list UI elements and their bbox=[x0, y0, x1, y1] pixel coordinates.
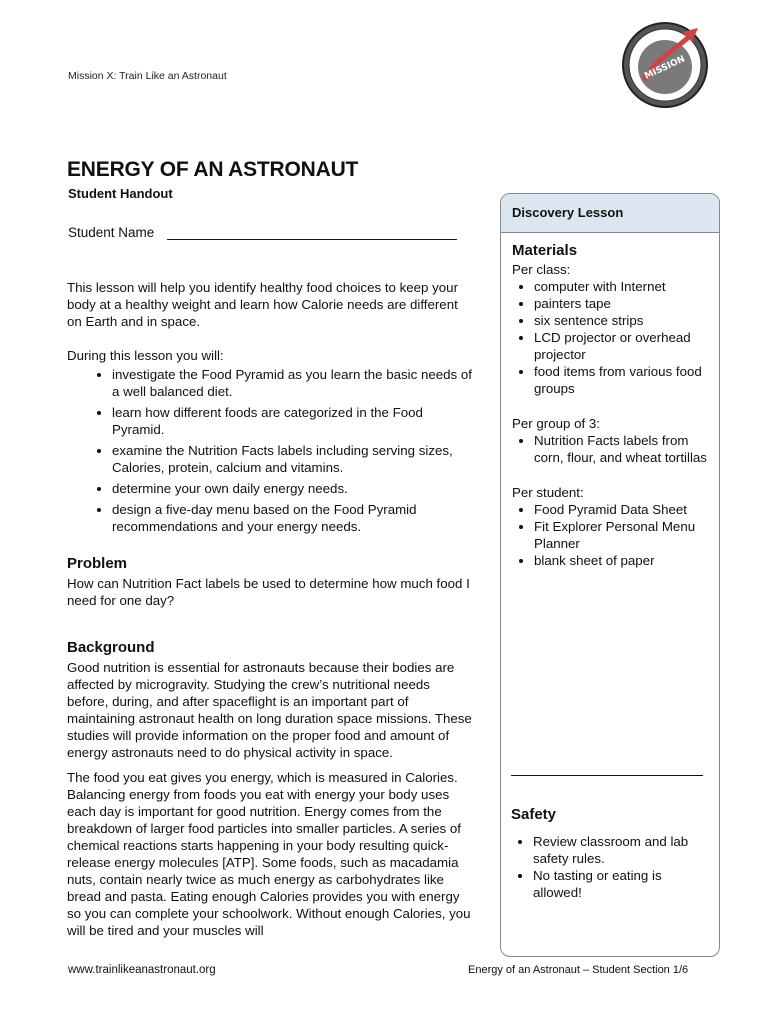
list-item: • examine the Nutrition Facts labels including serving sizes, Calories, protein, calcium and vitamins. bbox=[112, 442, 472, 476]
list-item: • Review classroom and lab safety rules. bbox=[533, 833, 711, 867]
list-item: • blank sheet of paper bbox=[534, 552, 712, 569]
footer-url[interactable]: www.trainlikeanastronaut.org bbox=[68, 964, 216, 976]
during-lead: During this lesson you will: bbox=[67, 348, 224, 363]
header-program: Mission X: Train Like an Astronaut bbox=[68, 70, 227, 82]
intro-text: This lesson will help you identify healthy food choices to keep your body at a healthy weight and learn how Calorie needs are different on Earth and in space. bbox=[67, 280, 458, 329]
per-class-label: Per class: bbox=[512, 262, 571, 277]
list-item: • investigate the Food Pyramid as you learn the basic needs of a well balanced diet. bbox=[112, 366, 472, 400]
per-group-list bbox=[512, 432, 712, 466]
objectives-list bbox=[67, 366, 472, 535]
problem-heading: Problem bbox=[67, 555, 128, 572]
background-section bbox=[67, 639, 472, 939]
list-item: • learn how different foods are categorized in the Food Pyramid. bbox=[112, 404, 472, 438]
materials-section bbox=[512, 242, 712, 569]
list-item: • Food Pyramid Data Sheet bbox=[534, 501, 712, 518]
list-item: • No tasting or eating is allowed! bbox=[533, 867, 711, 901]
list-item: • Fit Explorer Personal Menu Planner bbox=[534, 518, 712, 552]
per-class-list bbox=[512, 278, 712, 397]
panel-divider bbox=[511, 775, 703, 776]
panel-header: Discovery Lesson bbox=[501, 194, 719, 233]
intro-section bbox=[67, 279, 472, 539]
list-item: • design a five-day menu based on the Food Pyramid recommendations and your energy needs. bbox=[112, 501, 472, 535]
safety-section bbox=[511, 806, 711, 901]
background-heading: Background bbox=[67, 639, 155, 656]
safety-list bbox=[511, 833, 711, 901]
list-item: • LCD projector or overhead projector bbox=[534, 329, 712, 363]
per-student-list bbox=[512, 501, 712, 569]
student-name-line[interactable] bbox=[167, 239, 457, 240]
list-item: • computer with Internet bbox=[534, 278, 712, 295]
svg-text:MISSION: MISSION bbox=[643, 54, 687, 82]
list-item: • Nutrition Facts labels from corn, flour, and wheat tortillas bbox=[534, 432, 712, 466]
background-paragraph-2: The food you eat gives you energy, which is measured in Calories. Balancing energy from foods you eat with energy your body uses each day is important for good nutrition. Energy comes from the breakdown of larger food particles into smaller particles. A series of chemical reactions starts happening in your body resulting quick-release energy molecules [ATP]. Some foods, such as macadamia nuts, contain nearly twice as much energy as carbohydrates like bread and pasta. Eating enough Calories provides you with energy so you can complete your schoolwork. Without enough Calories, you will be tired and your muscles will bbox=[67, 770, 471, 938]
page-title: ENERGY OF AN ASTRONAUT bbox=[67, 158, 359, 181]
page-subtitle: Student Handout bbox=[68, 186, 173, 201]
list-item: • determine your own daily energy needs. bbox=[112, 480, 472, 497]
materials-heading: Materials bbox=[512, 242, 578, 259]
list-item: • food items from various food groups bbox=[534, 363, 712, 397]
background-paragraph-1: Good nutrition is essential for astronauts because their bodies are affected by microgravity. Studying the crew’s nutritional needs before, during, and after spaceflight is an important part of maintaining astronaut health on long duration space missions. These studies will provide information on the proper food and amount of energy astronauts need to do physical activity in space. bbox=[67, 660, 472, 760]
problem-text: How can Nutrition Fact labels be used to determine how much food I need for one day? bbox=[67, 576, 470, 608]
safety-heading: Safety bbox=[511, 806, 557, 823]
list-item: • six sentence strips bbox=[534, 312, 712, 329]
per-student-label: Per student: bbox=[512, 485, 584, 500]
problem-section bbox=[67, 555, 472, 609]
student-name-label: Student Name bbox=[68, 225, 155, 240]
mission-x-logo bbox=[620, 20, 710, 110]
list-item: • painters tape bbox=[534, 295, 712, 312]
per-group-label: Per group of 3: bbox=[512, 416, 600, 431]
footer-section: Energy of an Astronaut – Student Section 1/6 bbox=[468, 964, 689, 976]
